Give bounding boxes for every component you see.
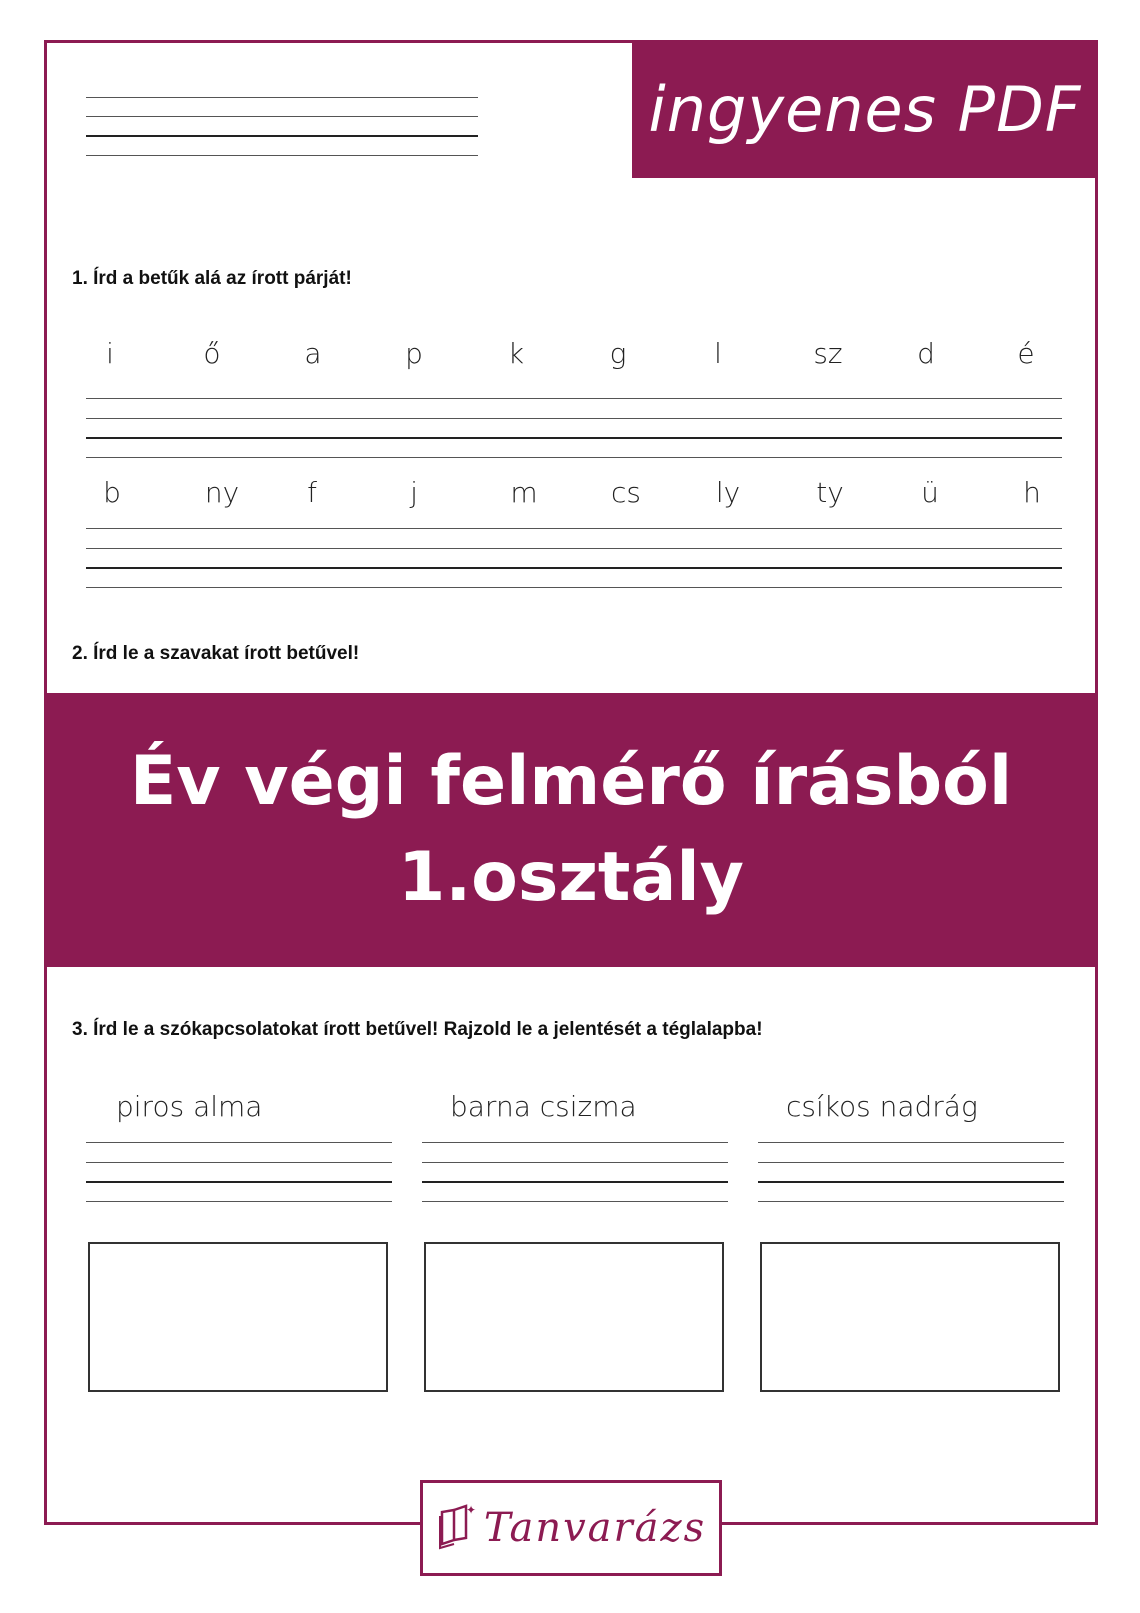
letter: k: [507, 337, 525, 370]
letter: b: [103, 476, 121, 509]
brand-logo: [420, 1480, 722, 1576]
svg-text:✦: ✦: [465, 1503, 476, 1517]
letter: i: [106, 337, 114, 370]
name-writing-lines: [86, 97, 478, 157]
drawing-box: [88, 1242, 388, 1392]
page-title: Év végi felmérő írásból: [129, 742, 1013, 821]
letter: cs: [611, 476, 641, 509]
letter: ty: [816, 476, 844, 509]
letter: ő: [203, 337, 221, 370]
letter: h: [1023, 476, 1041, 509]
letter-row-1: [86, 337, 1062, 377]
drawing-box: [760, 1242, 1060, 1392]
word-label: piros alma: [116, 1090, 263, 1123]
drawing-box: [424, 1242, 724, 1392]
writing-lines-row-2: [86, 528, 1062, 588]
word-writing-lines: [758, 1142, 1064, 1202]
word-writing-lines: [422, 1142, 728, 1202]
letter: m: [510, 476, 538, 509]
title-banner: [44, 693, 1098, 967]
letter: j: [410, 476, 418, 509]
logo-text: Tanvarázs: [483, 1505, 707, 1551]
letter: f: [307, 476, 317, 509]
letter: d: [917, 337, 935, 370]
letter: a: [304, 337, 322, 370]
writing-lines-row-1: [86, 398, 1062, 458]
letter-row-2: [86, 476, 1062, 516]
letter: é: [1017, 337, 1035, 370]
letter: sz: [813, 337, 843, 370]
page-subtitle: 1.osztály: [398, 838, 744, 917]
book-icon: [436, 1502, 476, 1554]
task-1-label: 1. Írd a betűk alá az írott párját!: [72, 268, 352, 289]
task-2-label: 2. Írd le a szavakat írott betűvel!: [72, 643, 360, 664]
letter: ny: [204, 476, 240, 509]
letter: ly: [715, 476, 741, 509]
letter: g: [609, 337, 627, 370]
free-pdf-badge: ingyenes PDF: [632, 40, 1098, 178]
word-label: barna csizma: [450, 1090, 637, 1123]
task-3-label: 3. Írd le a szókapcsolatokat írott betűvel! Rajzold le a jelentését a téglalapba!: [72, 1019, 763, 1040]
letter: p: [405, 337, 423, 370]
letter: ü: [921, 476, 939, 509]
letter: l: [714, 337, 722, 370]
word-writing-lines: [86, 1142, 392, 1202]
word-label: csíkos nadrág: [786, 1090, 978, 1123]
